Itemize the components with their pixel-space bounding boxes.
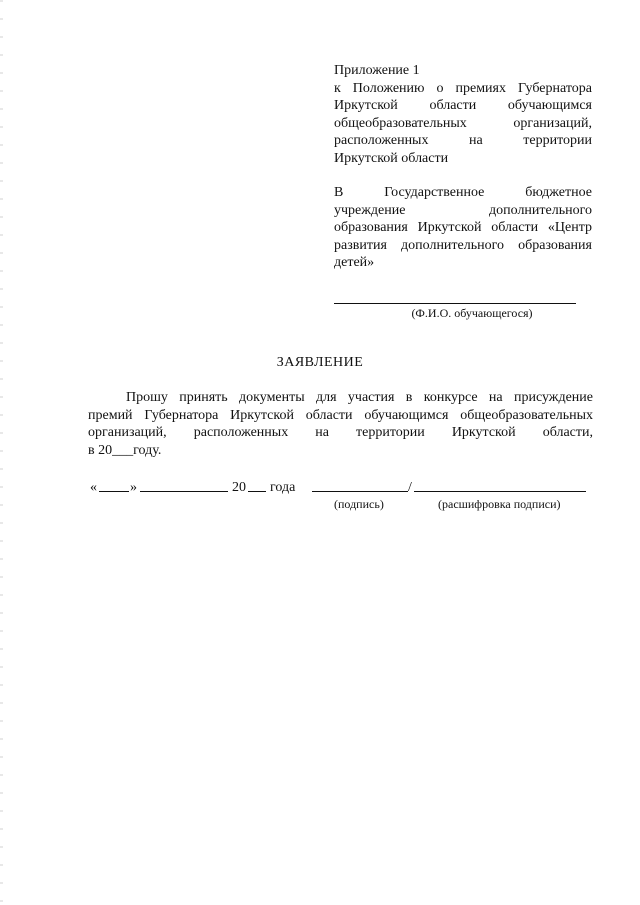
addressee-line-4: развития дополнительного образования: [334, 237, 592, 253]
addressee-line-3: образования Иркутской области «Центр: [334, 220, 592, 235]
statement-body: [88, 389, 593, 459]
appendix-line-6: Иркутской области: [334, 150, 449, 166]
addressee-line-2: учреждение дополнительного: [334, 202, 592, 218]
addressee-block: [334, 184, 592, 272]
date-open-quote: «: [90, 480, 97, 495]
body-line-1: Прошу принять документы для участия в конкурсе на присуждение: [126, 390, 593, 405]
signature-caption: (подпись): [334, 497, 384, 511]
appendix-line-1: Приложение 1: [334, 63, 420, 78]
year-blank[interactable]: [248, 479, 266, 498]
appendix-header: [334, 62, 592, 167]
addressee-line-5: детей»: [334, 255, 375, 270]
year-suffix: года: [270, 480, 296, 495]
appendix-line-5: расположенных на территории: [334, 133, 592, 148]
signature-separator: /: [408, 480, 412, 495]
signature-blank[interactable]: [312, 479, 408, 498]
body-line-2: премий Губернатора Иркутской области обучающимся общеобразовательных: [88, 407, 593, 423]
fio-caption: (Ф.И.О. обучающегося): [411, 306, 533, 320]
body-line-4: в 20___году.: [88, 442, 162, 458]
scan-edge-artifact: [0, 0, 3, 905]
decoding-blank[interactable]: [414, 479, 586, 498]
day-blank[interactable]: [99, 479, 129, 498]
body-line-3: организаций, расположенных на территории Иркутской области,: [88, 425, 593, 440]
year-prefix: 20: [232, 480, 246, 495]
month-blank[interactable]: [140, 479, 228, 498]
fio-blank-line[interactable]: [334, 303, 576, 304]
document-title: ЗАЯВЛЕНИЕ: [276, 355, 364, 370]
appendix-line-2: к Положению о премиях Губернатора: [334, 80, 592, 96]
decoding-caption: (расшифровка подписи): [438, 497, 561, 511]
appendix-line-4: общеобразовательных организаций,: [334, 115, 592, 131]
appendix-line-3: Иркутской области обучающимся: [334, 98, 592, 113]
addressee-line-1: В Государственное бюджетное: [334, 185, 592, 200]
date-close-quote: »: [130, 480, 137, 495]
